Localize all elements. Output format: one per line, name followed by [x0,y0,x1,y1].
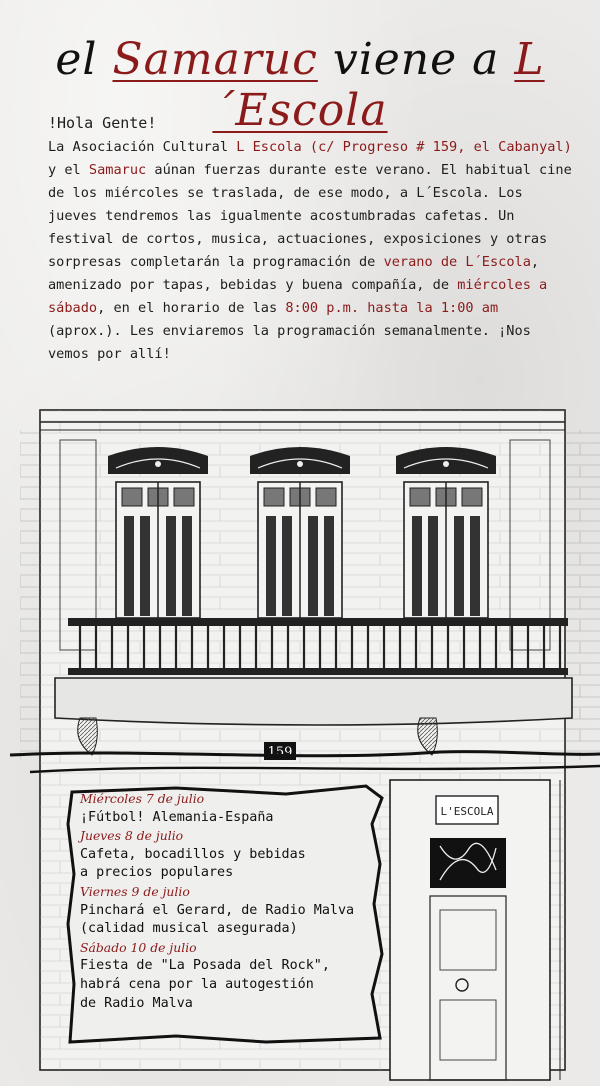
house-number: 159 [267,745,293,760]
event-item [80,939,370,1013]
intro-text: !Hola Gente! La Asociación Cultural L Escola (c/ Progreso # 159, el Cabanyal) y el Samaruc aúnan fuerzas durante este verano. El habitual cine de los miércoles se traslada, de ese modo, a L´Escola. Los jueves tendremos las igualmente acostumbradas cafetas. Un festival de cortos, musica, actuaciones, exposiciones y otras sorpresas completarán la programación de verano de L´Escola, amenizado por tapas, bebidas y buena compañía, de miércoles a sábado, en el horario de las 8:00 p.m. hasta la 1:00 am (aprox.). Les enviaremos la programación semanalmente. ¡Nos vemos por allí! [48,112,576,366]
events-box [66,784,384,1046]
greeting: !Hola Gente! [48,114,157,132]
title-lescola: L´Escola [212,34,545,136]
event-item [80,827,370,883]
event-day: Sábado 10 de julio [80,939,197,955]
event-item [80,790,370,827]
escola-sign-text: L'ESCOLA [440,805,494,818]
events-list [80,790,370,1013]
event-description: Cafeta, bocadillos y bebidas a precios populares [80,846,306,881]
title-samaruc: Samaruc [112,34,318,85]
event-description: Pinchará el Gerard, de Radio Malva (calidad musical asegurada) [80,902,355,937]
event-description: Fiesta de "La Posada del Rock", habrá cena por la autogestión de Radio Malva [80,958,330,1011]
event-day: Jueves 8 de julio [80,828,184,844]
page-title: el Samaruc viene a L´Escola [55,34,545,136]
event-day: Viernes 9 de julio [80,883,190,899]
event-item [80,883,370,939]
event-description: ¡Fútbol! Alemania-España [80,809,274,825]
event-day: Miércoles 7 de julio [80,791,205,806]
